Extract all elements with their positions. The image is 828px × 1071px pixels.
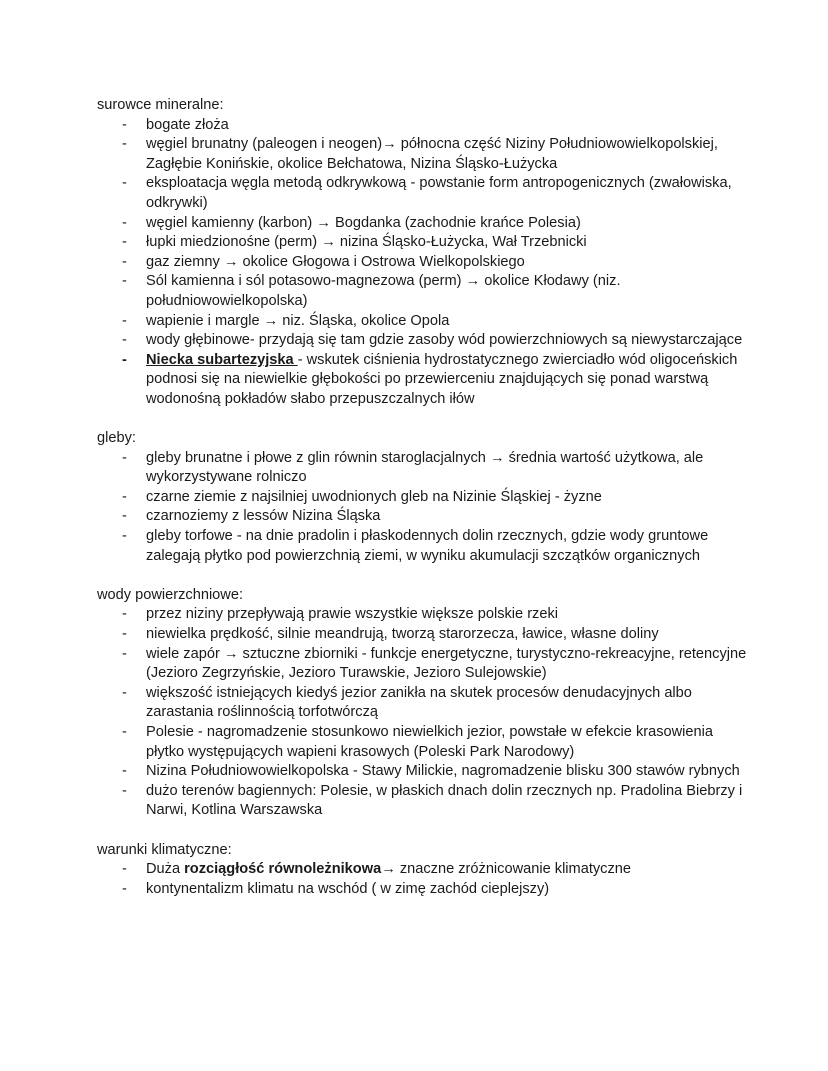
- list-item-text: wiele zapór → sztuczne zbiorniki - funkcje energetyczne, turystyczno-rekreacyjne, retencyjne (Jezioro Zegrzyńskie, Jezioro Turawskie, Jezioro Sulejowskie): [146, 645, 747, 682]
- section-warunki-klimatyczne: [97, 841, 747, 900]
- bullet-dash: -: [122, 880, 127, 897]
- list-item-text: gaz ziemny → okolice Głogowa i Ostrowa Wielkopolskiego: [146, 253, 525, 270]
- section-surowce-mineralne: [97, 96, 747, 410]
- section-heading: wody powierzchniowe:: [97, 586, 244, 603]
- bullet-dash: -: [122, 116, 127, 133]
- bullet-list: [97, 860, 747, 899]
- list-item-prefix: Duża: [146, 861, 185, 878]
- list-item: [97, 782, 747, 821]
- list-item-text: → znaczne zróżnicowanie klimatyczne: [381, 861, 632, 878]
- list-item-text: przez niziny przepływają prawie wszystkie większe polskie rzeki: [146, 606, 559, 623]
- list-item-text: Sól kamienna i sól potasowo-magnezowa (perm) → okolice Kłodawy (niz. południowowielkopolska): [146, 273, 621, 309]
- list-item-text: kontynentalizm klimatu na wschód ( w zimę zachód cieplejszy): [146, 880, 550, 897]
- bullet-dash: -: [122, 273, 127, 290]
- bullet-dash: -: [122, 528, 127, 545]
- list-item: [97, 116, 747, 136]
- section-gleby: [97, 429, 747, 566]
- term-niecka-subartezyjska: Niecka subartezyjska: [146, 351, 298, 368]
- list-item-text: wody głębinowe- przydają się tam gdzie zasoby wód powierzchniowych są niewystarczające: [146, 332, 743, 349]
- list-item: [97, 625, 747, 645]
- list-item: [97, 135, 747, 174]
- bullet-dash: -: [122, 175, 127, 192]
- bullet-dash: -: [122, 488, 127, 505]
- term-rozciaglosc-rownoleznikowa: rozciągłość równoleżnikowa: [184, 861, 382, 878]
- list-item: [97, 253, 747, 273]
- section-heading: surowce mineralne:: [97, 97, 224, 113]
- list-item: [97, 527, 747, 566]
- list-item-text: węgiel kamienny (karbon) → Bogdanka (zachodnie krańce Polesia): [146, 214, 581, 231]
- bullet-dash: -: [122, 606, 127, 623]
- list-item-text: dużo terenów bagiennych: Polesie, w płaskich dnach dolin rzecznych np. Pradolina Biebrzy i Narwi, Kotlina Warszawska: [146, 782, 743, 819]
- list-item-text: węgiel brunatny (paleogen i neogen)→ północna część Niziny Południowowielkopolskiej, Zagłębie Konińskie, okolice Bełchatowa, Nizina Śląsko-Łużycka: [146, 136, 718, 172]
- bullet-list: [97, 449, 747, 567]
- list-item-text: wapienie i margle → niz. Śląska, okolice Opola: [146, 312, 450, 329]
- section-heading: warunki klimatyczne:: [97, 841, 232, 858]
- list-item-text: Polesie - nagromadzenie stosunkowo niewielkich jezior, powstałe w efekcie krasowienia płytko występujących wapieni krasowych (Poleski Park Narodowy): [146, 724, 714, 760]
- bullet-dash: -: [122, 684, 127, 701]
- list-item-text: eksploatacja węgla metodą odkrywkową - powstanie form antropogenicznych (zwałowiska, odkrywki): [146, 175, 732, 211]
- document-page: [97, 96, 747, 919]
- bullet-list: [97, 116, 747, 410]
- list-item: [97, 723, 747, 762]
- bullet-dash: -: [122, 645, 127, 662]
- bullet-dash: -: [122, 626, 127, 643]
- list-item: [97, 880, 747, 900]
- list-item: [97, 331, 747, 351]
- bullet-dash: -: [122, 351, 127, 368]
- list-item-text: Nizina Południowowielkopolska - Stawy Milickie, nagromadzenie blisku 300 stawów rybnych: [146, 763, 740, 780]
- list-item-text: czarnoziemy z lessów Nizina Śląska: [146, 508, 381, 525]
- list-item: [97, 645, 747, 684]
- bullet-dash: -: [122, 136, 127, 153]
- section-wody-powierzchniowe: [97, 586, 747, 821]
- list-item: [97, 860, 747, 880]
- list-item: [97, 684, 747, 723]
- list-item-text: bogate złoża: [146, 116, 229, 133]
- list-item-text: większość istniejących kiedyś jezior zanikła na skutek procesów denudacyjnych albo zarastania roślinnością torfotwórczą: [146, 684, 692, 721]
- list-item: [97, 507, 747, 527]
- list-item-text: czarne ziemie z najsilniej uwodnionych gleb na Nizinie Śląskiej - żyzne: [146, 488, 602, 505]
- bullet-dash: -: [122, 312, 127, 329]
- bullet-dash: -: [122, 234, 127, 251]
- bullet-dash: -: [122, 332, 127, 349]
- list-item: [97, 174, 747, 213]
- section-heading: gleby:: [97, 430, 136, 447]
- list-item: [97, 312, 747, 332]
- bullet-dash: -: [122, 253, 127, 270]
- bullet-dash: -: [122, 782, 127, 799]
- list-item: [97, 488, 747, 508]
- bullet-dash: -: [122, 449, 127, 466]
- list-item: [97, 449, 747, 488]
- bullet-dash: -: [122, 214, 127, 231]
- list-item-text: gleby brunatne i płowe z glin równin staroglacjalnych → średnia wartość użytkowa, ale wykorzystywane rolniczo: [146, 449, 704, 486]
- list-item-text: łupki miedzionośne (perm) → nizina Śląsko-Łużycka, Wał Trzebnicki: [146, 234, 587, 251]
- bullet-dash: -: [122, 763, 127, 780]
- list-item: [97, 214, 747, 234]
- list-item: [97, 351, 747, 410]
- bullet-dash: -: [122, 861, 127, 878]
- bullet-dash: -: [122, 724, 127, 740]
- list-item: [97, 233, 747, 253]
- list-item-text: - wskutek ciśnienia hydrostatycznego zwierciadło wód oligoceńskich podnosi się na niewielkie głębokości po przewierceniu znajdujących się ponad warstwą wodonośną pokładów słabo przepuszczalnych iłów: [146, 351, 738, 407]
- list-item-text: gleby torfowe - na dnie pradolin i płaskodennych dolin rzecznych, gdzie wody gruntowe zalegają płytko pod powierzchnią ziemi, w wyniku akumulacji szczątków organicznych: [146, 528, 709, 564]
- bullet-list: [97, 605, 747, 821]
- list-item: [97, 272, 747, 311]
- list-item: [97, 762, 747, 782]
- list-item-text: niewielka prędkość, silnie meandrują, tworzą starorzecza, ławice, własne doliny: [146, 626, 659, 643]
- bullet-dash: -: [122, 508, 127, 525]
- list-item: [97, 605, 747, 625]
